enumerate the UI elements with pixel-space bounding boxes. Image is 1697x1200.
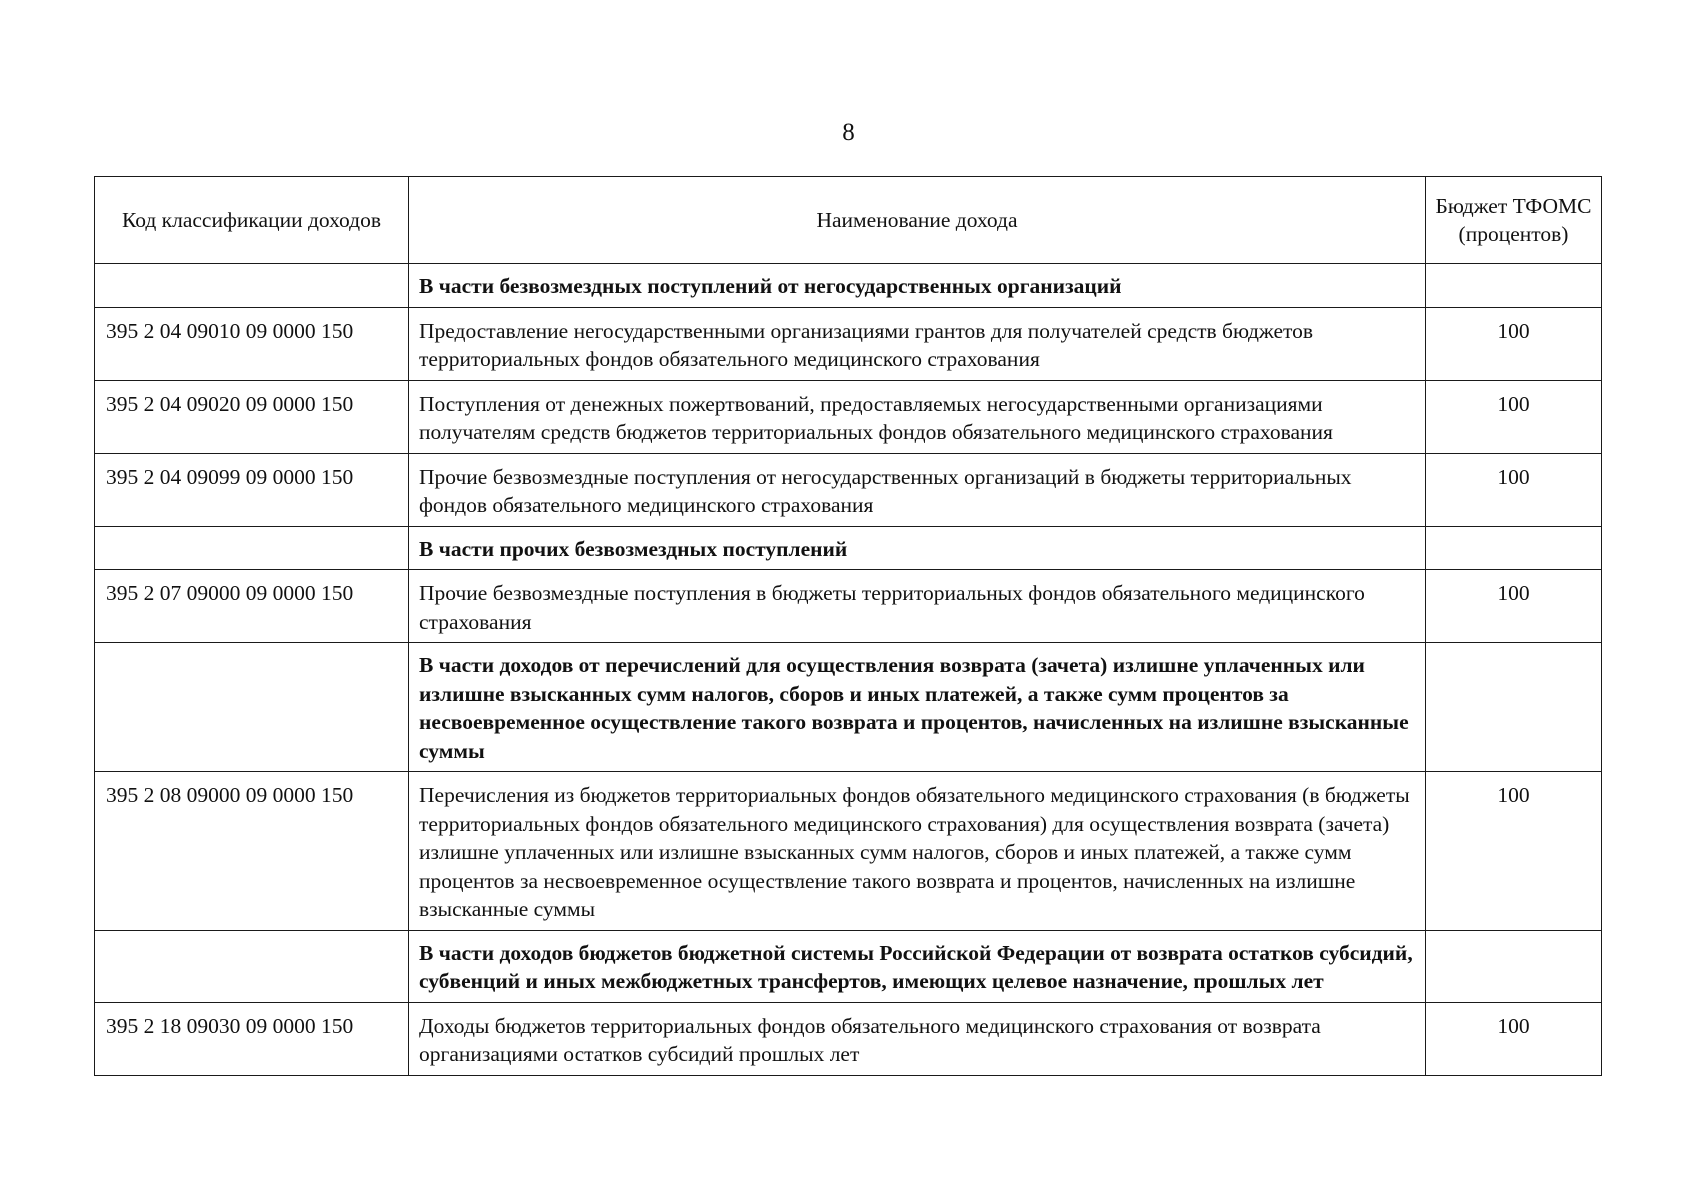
section-percent-cell (1426, 643, 1602, 772)
section-title: В части доходов бюджетов бюджетной системы Российской Федерации от возврата остатков субсидий, субвенций и иных межбюджетных трансфертов, имеющих целевое назначение, прошлых лет (409, 930, 1426, 1002)
section-code-cell (95, 643, 409, 772)
table-header-row (95, 177, 1602, 264)
table-row (95, 380, 1602, 453)
section-row (95, 264, 1602, 308)
section-percent-cell (1426, 526, 1602, 570)
page-number: 8 (842, 119, 855, 146)
income-name: Предоставление негосударственными организациями грантов для получателей средств бюджетов территориальных фондов обязательного медицинского страхования (409, 307, 1426, 380)
income-code: 395 2 18 09030 09 0000 150 (95, 1002, 409, 1075)
budget-percent: 100 (1426, 772, 1602, 931)
table-row (95, 570, 1602, 643)
income-code: 395 2 08 09000 09 0000 150 (95, 772, 409, 931)
header-name: Наименование дохода (409, 177, 1426, 264)
income-name: Перечисления из бюджетов территориальных фондов обязательного медицинского страхования (в бюджеты территориальных фондов обязательного медицинского страхования) для осуществления возврата (зачета) излишне уплаченных или излишне взысканных сумм налогов, сборов и иных платежей, а также сумм процентов за несвоевременное осуществление такого возврата и процентов, начисленных на излишне взысканные суммы (409, 772, 1426, 931)
income-code: 395 2 04 09010 09 0000 150 (95, 307, 409, 380)
section-percent-cell (1426, 930, 1602, 1002)
table-row (95, 772, 1602, 931)
income-code: 395 2 07 09000 09 0000 150 (95, 570, 409, 643)
income-name: Прочие безвозмездные поступления в бюджеты территориальных фондов обязательного медицинского страхования (409, 570, 1426, 643)
table-row (95, 1002, 1602, 1075)
section-percent-cell (1426, 264, 1602, 308)
budget-percent: 100 (1426, 307, 1602, 380)
income-name: Доходы бюджетов территориальных фондов обязательного медицинского страхования от возврата организациями остатков субсидий прошлых лет (409, 1002, 1426, 1075)
section-title: В части доходов от перечислений для осуществления возврата (зачета) излишне уплаченных или излишне взысканных сумм налогов, сборов и иных платежей, а также сумм процентов за несвоевременное осуществление такого возврата и процентов, начисленных на излишне взысканные суммы (409, 643, 1426, 772)
income-classification-table (94, 176, 1602, 1076)
section-title: В части безвозмездных поступлений от негосударственных организаций (409, 264, 1426, 308)
income-code: 395 2 04 09020 09 0000 150 (95, 380, 409, 453)
budget-percent: 100 (1426, 453, 1602, 526)
income-name: Поступления от денежных пожертвований, предоставляемых негосударственными организациями получателям средств бюджетов территориальных фондов обязательного медицинского страхования (409, 380, 1426, 453)
header-budget: Бюджет ТФОМС (процентов) (1426, 177, 1602, 264)
section-row (95, 526, 1602, 570)
income-name: Прочие безвозмездные поступления от негосударственных организаций в бюджеты территориальных фондов обязательного медицинского страхования (409, 453, 1426, 526)
budget-percent: 100 (1426, 1002, 1602, 1075)
table-row (95, 307, 1602, 380)
income-code: 395 2 04 09099 09 0000 150 (95, 453, 409, 526)
budget-percent: 100 (1426, 380, 1602, 453)
section-code-cell (95, 930, 409, 1002)
header-code: Код классификации доходов (95, 177, 409, 264)
section-row (95, 643, 1602, 772)
section-code-cell (95, 526, 409, 570)
table-row (95, 453, 1602, 526)
section-code-cell (95, 264, 409, 308)
budget-percent: 100 (1426, 570, 1602, 643)
section-row (95, 930, 1602, 1002)
section-title: В части прочих безвозмездных поступлений (409, 526, 1426, 570)
